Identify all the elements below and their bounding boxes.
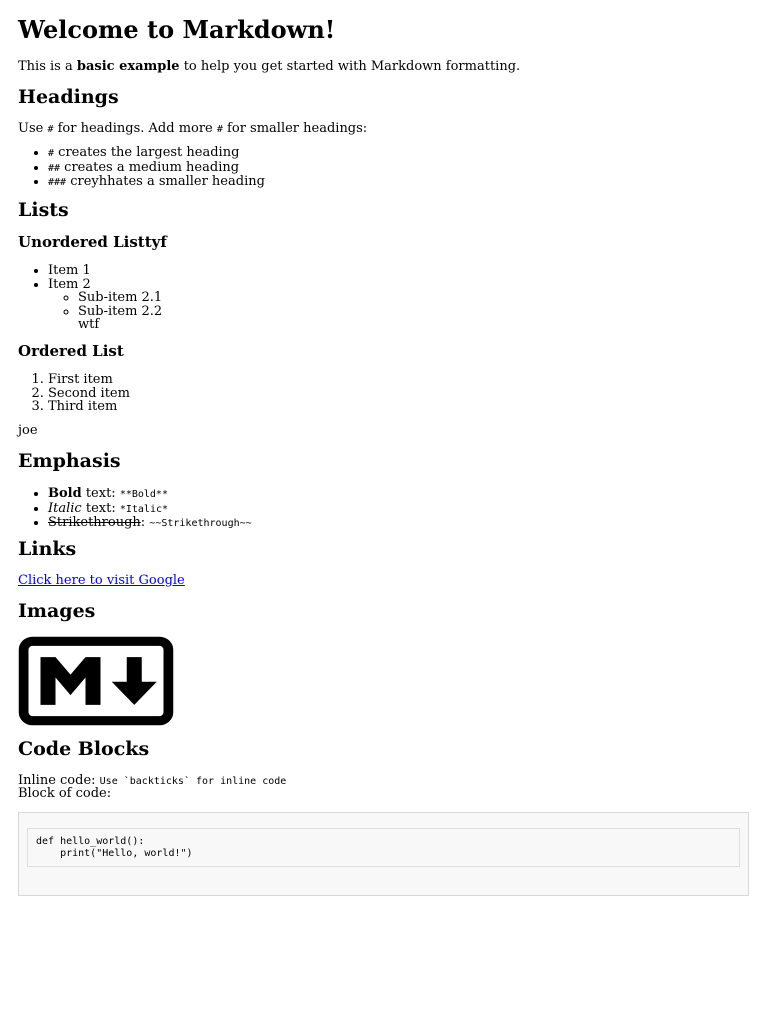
intro-suffix: to help you get started with Markdown formatting. bbox=[179, 59, 521, 74]
intro-paragraph bbox=[18, 60, 520, 73]
code-block bbox=[27, 828, 740, 867]
list-item: 2. Second item bbox=[48, 387, 130, 401]
links-heading: Links bbox=[18, 538, 77, 560]
list-item: 3. Third item bbox=[48, 400, 130, 414]
block-code-label: Block of code: bbox=[18, 786, 112, 801]
inline-code-label: Inline code: bbox=[18, 773, 100, 788]
sub-item-text: Sub-item 2.2 bbox=[78, 303, 163, 319]
italic-text: text: bbox=[81, 500, 120, 516]
list-item bbox=[48, 161, 265, 176]
list-item bbox=[48, 516, 252, 531]
desc-suffix: for smaller headings: bbox=[222, 121, 368, 136]
headings-description bbox=[18, 122, 367, 135]
italic-label: Italic bbox=[48, 500, 82, 516]
strike-label: Strikethrough bbox=[48, 515, 141, 530]
item-code: ### bbox=[48, 177, 67, 188]
sub-list-item: ◦ Sub-item 2.1 bbox=[78, 291, 162, 305]
unordered-list-heading: Unordered Listtyf bbox=[18, 233, 167, 251]
images-heading: Images bbox=[18, 600, 96, 622]
list-item bbox=[48, 487, 252, 502]
list-item bbox=[48, 502, 252, 517]
sub-item-continuation: wtf bbox=[78, 317, 100, 332]
list-item bbox=[48, 175, 265, 190]
desc-mid: for headings. Add more bbox=[53, 121, 217, 136]
item-text: creates the largest heading bbox=[54, 145, 240, 160]
italic-code: *Italic* bbox=[119, 503, 169, 515]
ordered-list-heading: Ordered List bbox=[18, 342, 124, 360]
inline-code: Use `backticks` for inline code bbox=[99, 776, 287, 787]
emphasis-heading: Emphasis bbox=[18, 450, 121, 472]
code-blocks-heading: Code Blocks bbox=[18, 738, 150, 760]
bold-text: text: bbox=[81, 486, 120, 501]
ordered-list bbox=[18, 373, 130, 414]
desc-prefix: Use bbox=[18, 121, 48, 136]
google-link[interactable]: Click here to visit Google bbox=[18, 573, 185, 588]
link-paragraph bbox=[18, 574, 185, 587]
item-code: # bbox=[48, 148, 55, 159]
strike-text: : bbox=[140, 515, 150, 530]
sub-list-item bbox=[78, 305, 162, 332]
trailing-text: joe bbox=[18, 423, 38, 438]
list-item-text: Item 2 bbox=[48, 276, 91, 292]
item-text: creyhhates a smaller heading bbox=[66, 174, 265, 189]
unordered-list bbox=[18, 264, 162, 332]
code-line: def hello_world(): bbox=[36, 836, 145, 847]
list-item: 1. First item bbox=[48, 373, 130, 387]
code-block-container bbox=[18, 812, 749, 896]
intro-prefix: This is a bbox=[18, 59, 77, 74]
headings-list bbox=[18, 146, 265, 190]
emphasis-list bbox=[18, 487, 252, 531]
markdown-logo-image bbox=[18, 636, 174, 726]
desc-code-1: # bbox=[47, 124, 54, 135]
item-code: ## bbox=[48, 162, 61, 174]
strike-code: ~~Strikethrough~~ bbox=[149, 518, 252, 529]
bold-code: **Bold** bbox=[119, 489, 168, 500]
lists-heading: Lists bbox=[18, 199, 69, 221]
intro-bold: basic example bbox=[76, 59, 180, 74]
headings-heading: Headings bbox=[18, 86, 119, 108]
list-item bbox=[48, 278, 162, 332]
list-item bbox=[48, 146, 265, 161]
desc-code-2: # bbox=[216, 124, 223, 135]
item-text: creates a medium heading bbox=[60, 159, 240, 175]
list-item: • Item 1 bbox=[48, 264, 162, 278]
sub-list bbox=[48, 291, 162, 332]
bold-label: Bold bbox=[48, 486, 82, 501]
page-title: Welcome to Markdown! bbox=[18, 15, 336, 44]
code-line: print("Hello, world!") bbox=[36, 848, 193, 859]
